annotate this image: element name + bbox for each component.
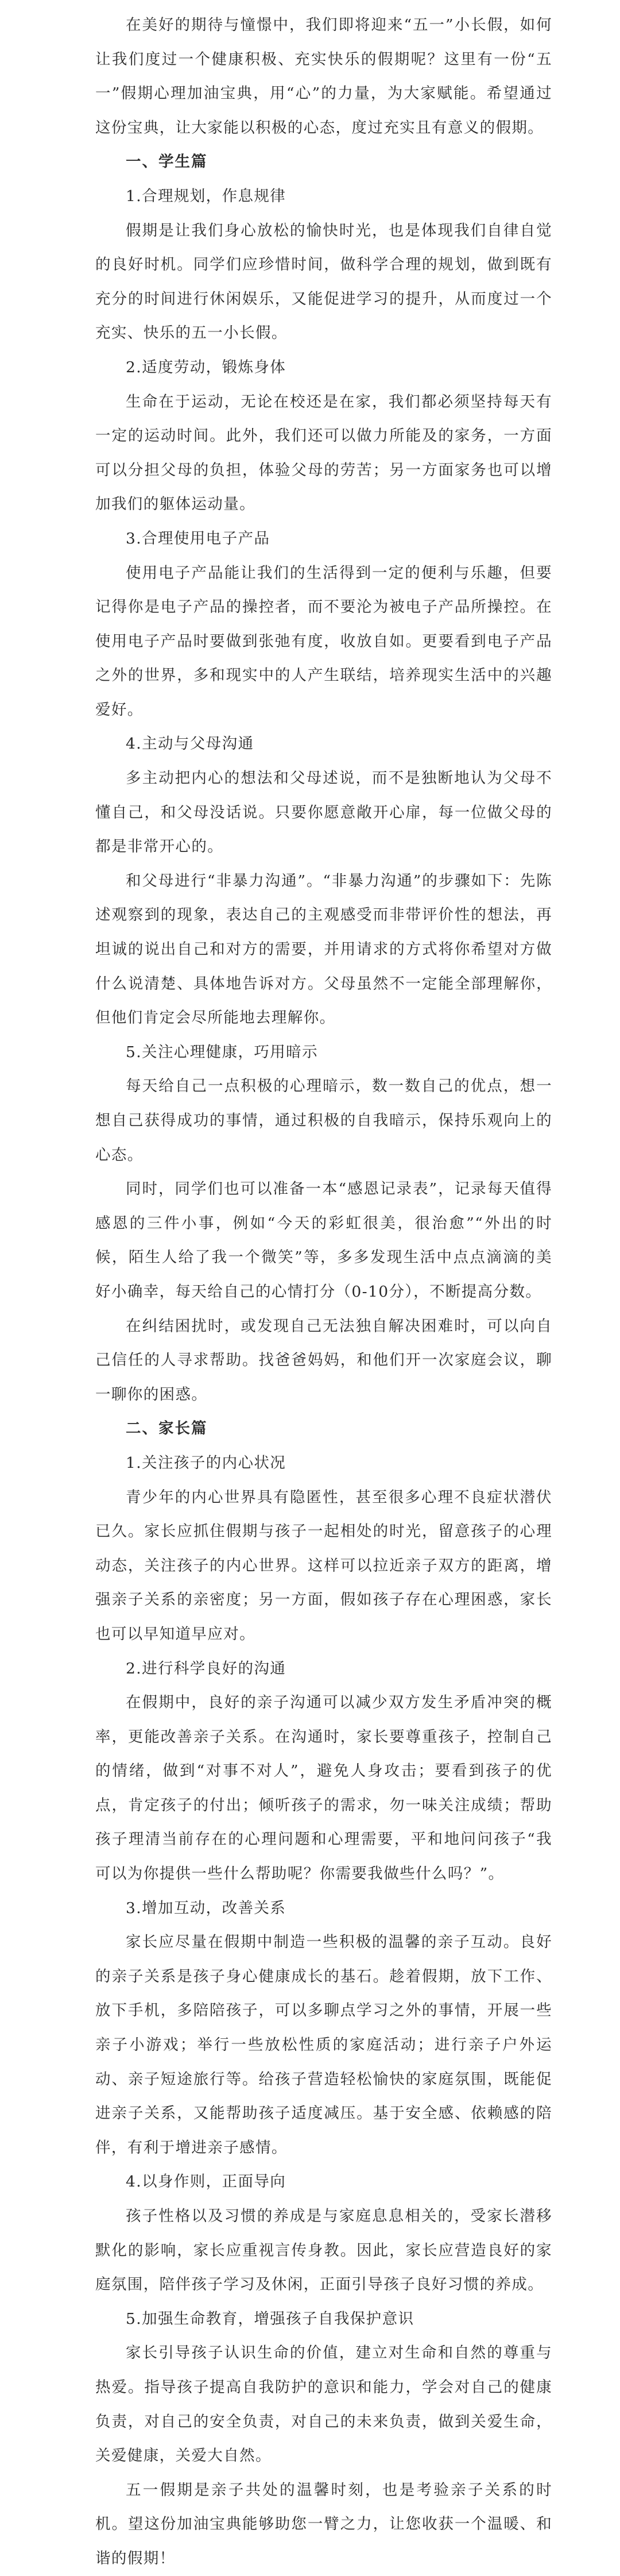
student-paragraph-4b: 和父母进行“非暴力沟通”。“非暴力沟通”的步骤如下：先陈述观察到的现象，表达自己的主观感受而非带评价性的想法，再坦诚的说出自己和对方的需要，并用请求的方式将你希望对方做什么说清楚、具体地告诉对方。父母虽然不一定能全部理解你，但他们肯定会尽所能地去理解你。 [95, 871, 552, 1027]
student-paragraph-5c: 在纠结困扰时，或发现自己无法独自解决困难时，可以向自己信任的人寻求帮助。找爸爸妈妈，和他们开一次家庭会议，聊一聊你的困惑。 [95, 1317, 552, 1403]
student-paragraph-5a: 每天给自己一点积极的心理暗示，数一数自己的优点，想一想自己获得成功的事情，通过积极的自我暗示，保持乐观向上的心态。 [95, 1077, 552, 1164]
parent-heading-1: 1.关注孩子的内心状况 [126, 1453, 286, 1472]
student-paragraph-4a: 多主动把内心的想法和父母述说，而不是独断地认为父母不懂自己，和父母没话说。只要你愿意敞开心扉，每一位做父母的都是非常开心的。 [95, 769, 552, 856]
parent-paragraph-5: 家长引导孩子认识生命的价值，建立对生命和自然的尊重与热爱。指导孩子提高自我防护的意识和能力，学会对自己的健康负责，对自己的安全负责，对自己的未来负责，做到关爱生命，关爱健康，关爱大自然。 [95, 2344, 552, 2465]
student-section-title: 一、学生篇 [126, 153, 208, 171]
parent-heading-3: 3.增加互动，改善关系 [126, 1899, 286, 1917]
student-heading-4: 4.主动与父母沟通 [126, 735, 254, 753]
parent-paragraph-2: 在假期中，良好的亲子沟通可以减少双方发生矛盾冲突的概率，更能改善亲子关系。在沟通时，家长要尊重孩子，控制自己的情绪，做到“对事不对人”，避免人身攻击；要看到孩子的优点，肯定孩子的付出；倾听孩子的需求，勿一味关注成绩；帮助孩子理清当前存在的心理问题和心理需要，平和地问问孩子“我可以为你提供一些什么帮助呢？你需要我做些什么吗？”。 [95, 1694, 552, 1883]
parent-paragraph-4: 孩子性格以及习惯的养成是与家庭息息相关的，受家长潜移默化的影响，家长应重视言传身教。因此，家长应营造良好的家庭氛围，陪伴孩子学习及休闲，正面引导孩子良好习惯的养成。 [95, 2207, 552, 2294]
student-paragraph-5b: 同时，同学们也可以准备一本“感恩记录表”，记录每天值得感恩的三件小事，例如“今天的彩虹很美，很治愈”“外出的时候，陌生人给了我一个微笑”等，多多发现生活中点点滴滴的美好小确幸，每天给自己的心情打分（0-10分），不断提高分数。 [95, 1180, 552, 1301]
parent-heading-4: 4.以身作则，正面导向 [126, 2173, 286, 2191]
parent-paragraph-1: 青少年的内心世界具有隐匿性，甚至很多心理不良症状潜伏已久。家长应抓住假期与孩子一起相处的时光，留意孩子的心理动态，关注孩子的内心世界。这样可以拉近亲子双方的距离，增强亲子关系的亲密度；另一方面，假如孩子存在心理困惑，家长也可以早知道早应对。 [95, 1488, 552, 1643]
closing-paragraph: 五一假期是亲子共处的温馨时刻，也是考验亲子关系的时机。望这份加油宝典能够助您一臂之力，让您收获一个温暖、和谐的假期！ [95, 2481, 552, 2567]
parent-section-title: 二、家长篇 [126, 1420, 208, 1438]
student-heading-5: 5.关注心理健康，巧用暗示 [126, 1043, 318, 1061]
student-heading-3: 3.合理使用电子产品 [126, 529, 270, 547]
parent-heading-5: 5.加强生命教育，增强孩子自我保护意识 [126, 2309, 414, 2328]
student-heading-2: 2.适度劳动，锻炼身体 [126, 358, 286, 376]
student-heading-1: 1.合理规划，作息规律 [126, 187, 286, 205]
parent-heading-2: 2.进行科学良好的沟通 [126, 1659, 286, 1678]
student-paragraph-2: 生命在于运动，无论在校还是在家，我们都必须坚持每天有一定的运动时间。此外，我们还可以做力所能及的家务，一方面可以分担父母的负担，体验父母的劳苦；另一方面家务也可以增加我们的躯体运动量。 [95, 392, 552, 514]
student-paragraph-3: 使用电子产品能让我们的生活得到一定的便利与乐趣，但要记得你是电子产品的操控者，而不要沦为被电子产品所操控。在使用电子产品时要做到张弛有度，收放自如。更要看到电子产品之外的世界，多和现实中的人产生联结，培养现实生活中的兴趣爱好。 [95, 564, 552, 719]
student-paragraph-1: 假期是让我们身心放松的愉快时光，也是体现我们自律自觉的良好时机。同学们应珍惜时间，做科学合理的规划，做到既有充分的时间进行休闲娱乐，又能促进学习的提升，从而度过一个充实、快乐的五一小长假。 [95, 221, 552, 342]
intro-paragraph: 在美好的期待与憧憬中，我们即将迎来“五一”小长假，如何让我们度过一个健康积极、充实快乐的假期呢？这里有一份“五一”假期心理加油宝典，用“心”的力量，为大家赋能。希望通过这份宝典，让大家能以积极的心态，度过充实且有意义的假期。 [95, 16, 552, 137]
parent-paragraph-3: 家长应尽量在假期中制造一些积极的温馨的亲子互动。良好的亲子关系是孩子身心健康成长的基石。趁着假期，放下工作、放下手机，多陪陪孩子，可以多聊点学习之外的事情，开展一些亲子小游戏；举行一些放松性质的家庭活动；进行亲子户外运动、亲子短途旅行等。给孩子营造轻松愉快的家庭氛围，既能促进亲子关系，又能帮助孩子适度减压。基于安全感、依赖感的陪伴，有利于增进亲子感情。 [95, 1933, 552, 2157]
